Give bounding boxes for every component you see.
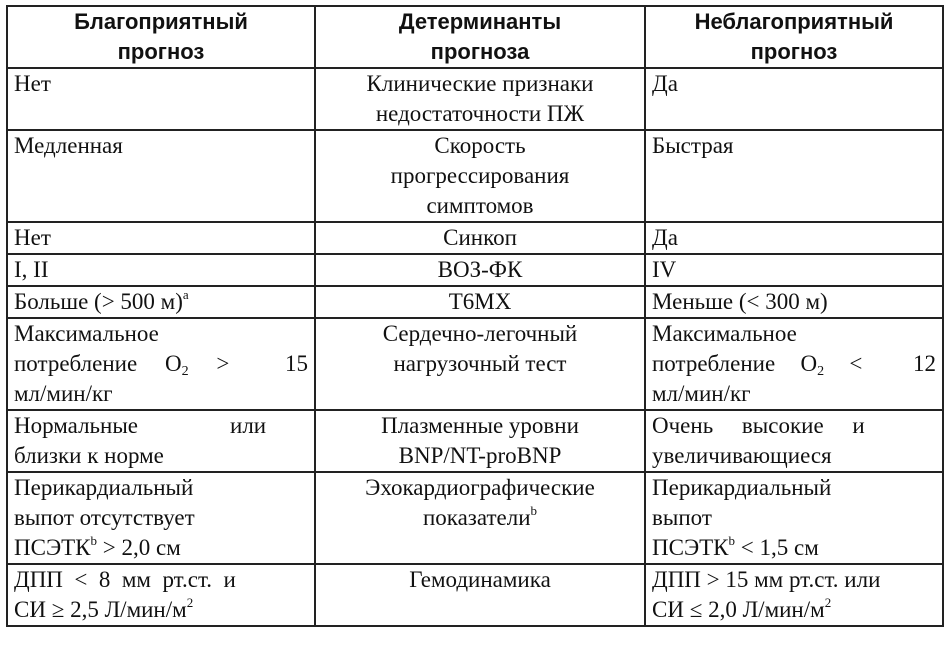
cell-favorable: Максимальное потребление $О_2 > 15$ мл/мин/кг (7, 318, 315, 410)
cell-favorable: I, II (7, 254, 315, 286)
prognosis-table (6, 5, 944, 627)
header-favorable: Благоприятный прогноз (7, 6, 315, 68)
cell-determinant: Клинические признаки недостаточности ПЖ (315, 68, 645, 130)
table-row (7, 130, 943, 222)
header-unfavorable: Неблагоприятный прогноз (645, 6, 943, 68)
cell-determinant: Эхокардиографические показатели$^b$ (315, 472, 645, 564)
cell-unfavorable: Быстрая (645, 130, 943, 222)
table-row (7, 286, 943, 318)
table-row (7, 318, 943, 410)
cell-determinant: Гемодинамика (315, 564, 645, 626)
footnote-marker: b (90, 533, 98, 548)
table-row (7, 254, 943, 286)
table-row (7, 222, 943, 254)
table-row (7, 472, 943, 564)
justified-line: потребление $О_2 > 15$ (14, 351, 308, 379)
cell-unfavorable: Меньше (< 300 м) (645, 286, 943, 318)
table-row (7, 564, 943, 626)
cell-favorable: Медленная (7, 130, 315, 222)
cell-determinant: Синкоп (315, 222, 645, 254)
cell-determinant: Скорость прогрессирования симптомов (315, 130, 645, 222)
cell-determinant: ВОЗ-ФК (315, 254, 645, 286)
header-determinants: Детерминанты прогноза (315, 6, 645, 68)
cell-favorable: Нормальные или близки к норме (7, 410, 315, 472)
table-row (7, 410, 943, 472)
cell-favorable: ДПП < 8 мм рт.ст. и СИ ≥ 2,5 $Л/мин/м^2$ (7, 564, 315, 626)
cell-determinant: Т6МХ (315, 286, 645, 318)
cell-unfavorable: Максимальное потребление $О_2 < 12$ мл/мин/кг (645, 318, 943, 410)
cell-unfavorable: ДПП > 15 мм рт.ст. или СИ ≤ 2,0 $Л/мин/м^2$ (645, 564, 943, 626)
cell-favorable: Нет (7, 222, 315, 254)
justified-line: потребление $О_2 < 12$ (652, 351, 936, 379)
cell-unfavorable: Да (645, 68, 943, 130)
footnote-marker: b (530, 503, 538, 518)
cell-determinant: Плазменные уровни BNP/NT-proBNP (315, 410, 645, 472)
cell-unfavorable: Очень высокие и увеличивающиеся (645, 410, 943, 472)
footnote-marker: a (182, 287, 189, 302)
cell-favorable: Нет (7, 68, 315, 130)
cell-determinant: Сердечно-легочный нагрузочный тест (315, 318, 645, 410)
cell-favorable: Перикардиальный выпот отсутствует $ПСЭТК^b > 2,0$ см (7, 472, 315, 564)
cell-unfavorable: Перикардиальный выпот $ПСЭТК^b < 1,5$ см (645, 472, 943, 564)
header-row (7, 6, 943, 68)
cell-favorable: Больше (> 500 м)$^a$ (7, 286, 315, 318)
cell-unfavorable: IV (645, 254, 943, 286)
cell-unfavorable: Да (645, 222, 943, 254)
footnote-marker: b (728, 533, 736, 548)
table-row (7, 68, 943, 130)
